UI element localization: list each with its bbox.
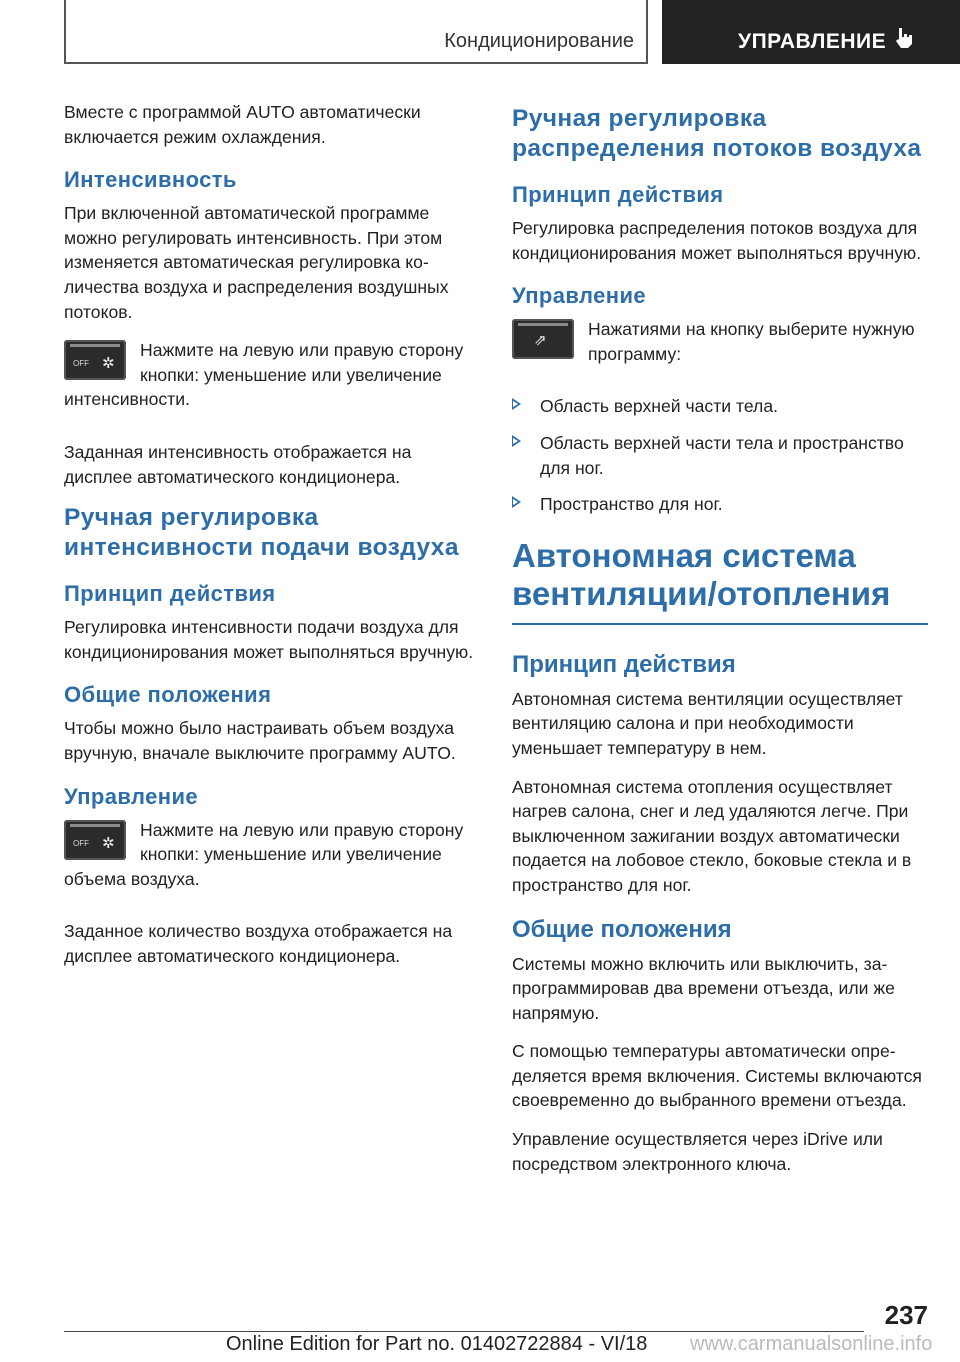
fan-button-image bbox=[64, 340, 126, 380]
instruction-with-button bbox=[512, 317, 928, 380]
triangle-bullet-icon bbox=[512, 496, 521, 508]
instruction-text: Нажмите на левую или правую сторону кнопки: уменьшение или увеличение интенсивности. bbox=[64, 340, 464, 410]
paragraph: Вместе с программой AUTO автоматически включается режим охлаждения. bbox=[64, 102, 421, 147]
paragraph: При включенной автоматической программе можно регулировать интенсивность. При этом изменяется автоматическая регулировка количества воздуха и распределения воздушных потоков. bbox=[64, 203, 449, 322]
paragraph: Регулировка интенсивности подачи воздуха для кондиционирования может выполняться вручную. bbox=[64, 617, 474, 662]
heading-manual-intensity: Ручная регулировка интенсивности подачи воздуха bbox=[64, 504, 459, 562]
header-chapter-box bbox=[662, 0, 960, 64]
heading-principle: Принцип действия bbox=[512, 182, 724, 207]
program-list bbox=[512, 394, 928, 516]
heading-manual-distribution: Ручная регулировка распределения потоков воздуха bbox=[512, 105, 922, 162]
paragraph: Заданное количество воздуха отображается на дисплее автоматического кондиционера. bbox=[64, 921, 453, 966]
paragraph: Автономная система отопления осуществляет нагрев салона, снег и лед удаляются легче. При выключенном зажигании воздух автоматически подается на лобовое стекло, боковые стекла и в пространство для ног. bbox=[512, 776, 912, 895]
paragraph: Автономная система вентиляции осуществляет вентиляцию салона и при необходимости уменьшает температуру в нем. bbox=[512, 688, 903, 758]
header-chapter-title: УПРАВЛЕНИЕ bbox=[738, 30, 887, 53]
list-item: Пространство для ног. bbox=[512, 492, 928, 517]
instruction-text: Нажатиями на кнопку выберите нужную программу: bbox=[588, 319, 915, 364]
instruction-text: Нажмите на левую или правую сторону кнопки: уменьшение или увеличение объема воздуха. bbox=[64, 819, 464, 889]
page-number: 237 bbox=[884, 1300, 928, 1330]
triangle-bullet-icon bbox=[512, 398, 521, 410]
paragraph: Заданная интенсивность отображается на дисплее автоматического кондиционера. bbox=[64, 441, 412, 487]
air-distribution-button-image bbox=[512, 319, 574, 359]
footer-divider bbox=[64, 1331, 864, 1332]
instruction-with-button bbox=[64, 338, 480, 426]
paragraph: Управление осуществляется через iDrive или посредством электронного ключа. bbox=[512, 1129, 883, 1174]
paragraph: Регулировка распределения потоков воздуха для кондиционирования может выполняться вручную. bbox=[512, 218, 922, 263]
paragraph: Чтобы можно было настраивать объем воздуха вручную, вначале выключите программу AUTO. bbox=[64, 718, 456, 763]
paragraph: С помощью температуры автоматически определяется время включения. Системы включаются своевременно до выбранного времени отъезда. bbox=[512, 1041, 922, 1111]
watermark: www.carmanualsonline.info bbox=[690, 1333, 933, 1355]
paragraph: Системы можно включить или выключить, запрограммировав два времени отъезда, или же напрямую. bbox=[512, 953, 895, 1023]
hand-pointer-icon bbox=[892, 26, 916, 50]
heading-general: Общие положения bbox=[512, 915, 732, 943]
off-label: OFF bbox=[73, 838, 89, 848]
header-section-box bbox=[64, 0, 648, 64]
heading-general: Общие положения bbox=[64, 682, 272, 708]
heading-principle: Принцип действия bbox=[512, 650, 736, 678]
heading-principle: Принцип действия bbox=[64, 581, 276, 607]
heading-autonomous-system: Автономная система вентиляции/отопления bbox=[512, 537, 928, 625]
heading-control: Управление bbox=[512, 283, 647, 309]
right-column bbox=[512, 100, 928, 1190]
air-distribution-icon: ⇗ bbox=[534, 332, 547, 350]
header-section-title: Кондиционирование bbox=[444, 30, 634, 52]
fan-icon: ✲ bbox=[102, 355, 115, 373]
heading-intensity: Интенсивность bbox=[64, 167, 237, 193]
fan-icon: ✲ bbox=[102, 834, 115, 852]
list-item: Область верхней части тела и пространство для ног. bbox=[512, 431, 928, 480]
footer-edition: Online Edition for Part no. 01402722884 - VI/18 bbox=[226, 1333, 648, 1355]
left-column bbox=[64, 100, 480, 982]
instruction-with-button bbox=[64, 818, 480, 906]
heading-control: Управление bbox=[64, 783, 199, 809]
off-label: OFF bbox=[73, 359, 89, 369]
list-item: Область верхней части тела. bbox=[512, 394, 928, 419]
triangle-bullet-icon bbox=[512, 435, 521, 447]
fan-button-image bbox=[64, 820, 126, 860]
